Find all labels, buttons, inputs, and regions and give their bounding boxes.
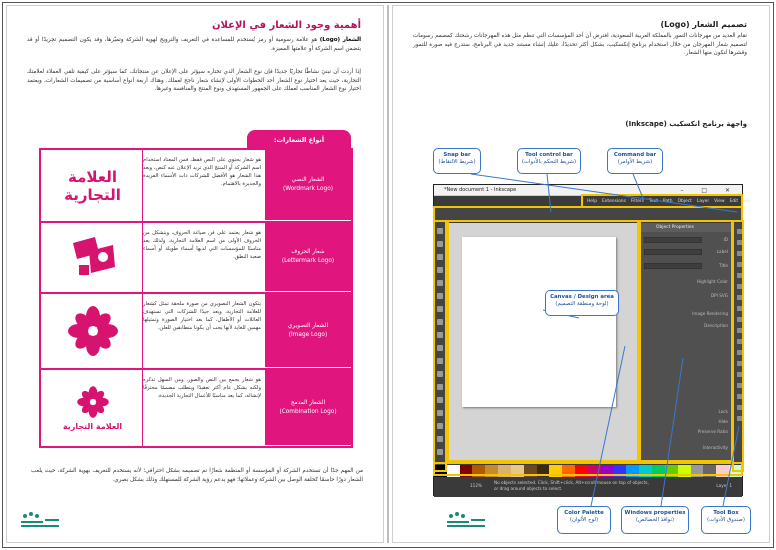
panel-tab[interactable]: Object Properties	[640, 223, 732, 232]
wordmark-sample-logo: العلامة التجارية	[43, 150, 143, 221]
menu-item[interactable]: Path	[662, 199, 673, 204]
callout-command-bar: Command bar (شريط الأوامر)	[607, 148, 663, 174]
callout-color-palette: Color Palette (لوح الألوان)	[557, 506, 611, 534]
menu-item[interactable]: Edit	[729, 199, 739, 204]
logo-type-name: الشعار التصويري (Image Logo)	[265, 294, 351, 368]
combination-sample-logo: العلامة التجارية	[43, 370, 143, 446]
callout-tool-control-bar: Tool control bar (شريط التحكم بالأدوات)	[517, 148, 581, 174]
callout-tool-box: Tool Box (صندوق الأدوات)	[701, 506, 751, 534]
menu-item[interactable]: Extensions	[602, 199, 626, 204]
right-section-title: تصميم الشعار (Logo)	[660, 20, 747, 29]
logo-importance-paragraph: من المهم جدًا أن تستخدم الشركة أو المؤسسة أو المنظمة شعارًا تم تصميمه بشكل احترافي؛ لأنه يستخدم للتعريف بهوية الشركة، حيث يلعب الشعار دورًا حاسمًا كحلقة الوصل بين الشركة وعملائها؛ فهو يدعم رؤية الشركة للمستهلك وذلك بشكل بصري.	[31, 468, 363, 483]
menu-item[interactable]: File	[743, 199, 751, 204]
logo-types-paragraph: إذا أردت أن تبنيَ نشاطًا تجاريًا جديدًا فإن نوع الشعار الذي تختاره سيؤثر على الإعلان عن منتجاتك، كما سيؤثر على كيفية تلقي العملاء لعلامتك التجارية، حيث يعد اختيار نوع الشعار أحد الخطوات الأولى لإنشاء شعار ناجح لعملك. وهناك أربعة أنواع أساسية من تصميمات الشعارات، ويعتمد اختيار نوع الشعار المناسب لعملك على الجمهور المستهدف ونوع المنتج والمنافسة وغيرها.	[27, 69, 361, 93]
zoom-level[interactable]: 112%	[470, 483, 482, 488]
logo-type-row-lettermark	[41, 223, 351, 294]
flower-icon	[76, 385, 110, 419]
left-page	[6, 5, 384, 543]
menu-item[interactable]: Help	[587, 199, 598, 204]
logo-type-row-combination	[41, 370, 351, 446]
logo-type-row-image	[41, 294, 351, 370]
right-page	[392, 5, 770, 543]
flower-icon	[66, 304, 120, 358]
logo-types-header: أنواع الشعارات:	[247, 130, 351, 150]
callout-windows-properties: Windows properties (نوافذ الخصائص)	[621, 506, 689, 534]
logo-intro-paragraph: الشعار (Logo) هو علامة رسومية أو رمز يُستخدم للمساعدة في التعريف والترويج لهوية الشركة وتميّزها، وقد يكون التصميم تجريدًا أو قد يتضمن اسم الشركة أو علامتها المميزة.	[27, 37, 361, 52]
layer-indicator[interactable]: Layer 1	[716, 483, 732, 488]
window-titlebar: *New document 1 - Inkscape – □ ✕	[434, 185, 742, 196]
lettermark-sample-logo	[43, 223, 143, 292]
callout-connectors	[393, 6, 770, 543]
logo-type-row-wordmark	[41, 150, 351, 223]
logo-type-name: الشعار المدمج (Combination Logo)	[265, 370, 351, 446]
callout-snap-bar: Snap bar (شريط الالتقاط)	[433, 148, 481, 174]
design-intro-paragraph: تقام العديد من مهرجانات التمور بالمملكة العربية السعودية، افترض أن أحد المؤسسات التي تنظم مثل هذه المهرجانات رشحتك كمصمم رسومات لتصميم شعار المهرجان من خلال استخدام برنامج إنكسكيب، بشكل أكثر تحديدًا، عليك إنشاء مستند جديد في البرنامج، ستدرج فيه صورة للتمور وقشرها لتكون منها الشعار.	[413, 33, 747, 57]
logo-types-table	[39, 148, 353, 448]
logo-type-description: هو شعار يجمع بين النص والصور، ومن السهل تذكره ولكنه يشكل عام أكثر تعقيدًا ويتطلب مصممًا محترفًا لإنشائه، كما يعد مناسبًا للأعمال التجارية الجديدة.	[143, 377, 261, 399]
inkscape-interface-title: واجهة برنامج انكسكيب (Inkscape)	[625, 120, 747, 128]
menu-item[interactable]: Object	[677, 199, 692, 204]
ministry-logo-icon	[17, 510, 63, 532]
callout-canvas: Canvas / Design area (لوحة ومنطقة التصميم)	[545, 290, 619, 316]
logo-type-name: شعار الحروف (Lettermark Logo)	[265, 223, 351, 292]
book-spine	[387, 5, 389, 543]
logo-type-description: يتكون الشعار التصويري من صورة ملحقة تمثل كشعار للعلامة التجارية، ويعد جيدًا للشركات التي تستهدف العائلات أو الأطفال، كما يعد اختيار الصورة وتمثيلها مهمين للغاية لأنها يجب أن يكونا متطابقين للعلن.	[143, 301, 261, 331]
left-section-title: أهمية وجود الشعار في الإعلان	[212, 20, 361, 31]
image-sample-logo	[43, 294, 143, 368]
menu-item[interactable]: Filters	[630, 199, 645, 204]
logo-type-description: هو شعار يعتمد على فن صياغة الحروف، ويتشكل من الحروف الأولى من اسم العلامة التجارية، ولذلك يعد مناسبًا للمؤسسات التي لديها أسماء طويلة أو أسماء صعبة النطق.	[143, 230, 261, 260]
logo-type-name: الشعار النصي (Wordmark Logo)	[265, 150, 351, 221]
menu-item[interactable]: View	[714, 199, 725, 204]
menu-item[interactable]: Layer	[696, 199, 710, 204]
status-message: No objects selected. Click, Shift+click, Alt+scroll mouse on top of objects, or drag around objects to select.	[494, 480, 649, 491]
logo-type-description: هو شعار يحتوي على النص فقط، فمن المعتاد استخدام اسم الشركة أو المنتج الذي تريد الإعلان عنه كنص، ويعد هذا الشعار هو الأفضل للشركات ذات الأسماء الفريدة والجديرة بالاهتمام.	[143, 157, 261, 187]
ministry-logo-icon	[443, 510, 489, 532]
window-controls[interactable]: – □ ✕	[680, 187, 738, 194]
object-properties-panel: Object Properties ID Label Title Highlight Color DPI SVG Image Rendering Description Lock Hide Preserve Ratio Interactivity	[640, 223, 732, 463]
lettermark-icon	[65, 233, 121, 283]
menu-item[interactable]: Text	[649, 199, 658, 204]
